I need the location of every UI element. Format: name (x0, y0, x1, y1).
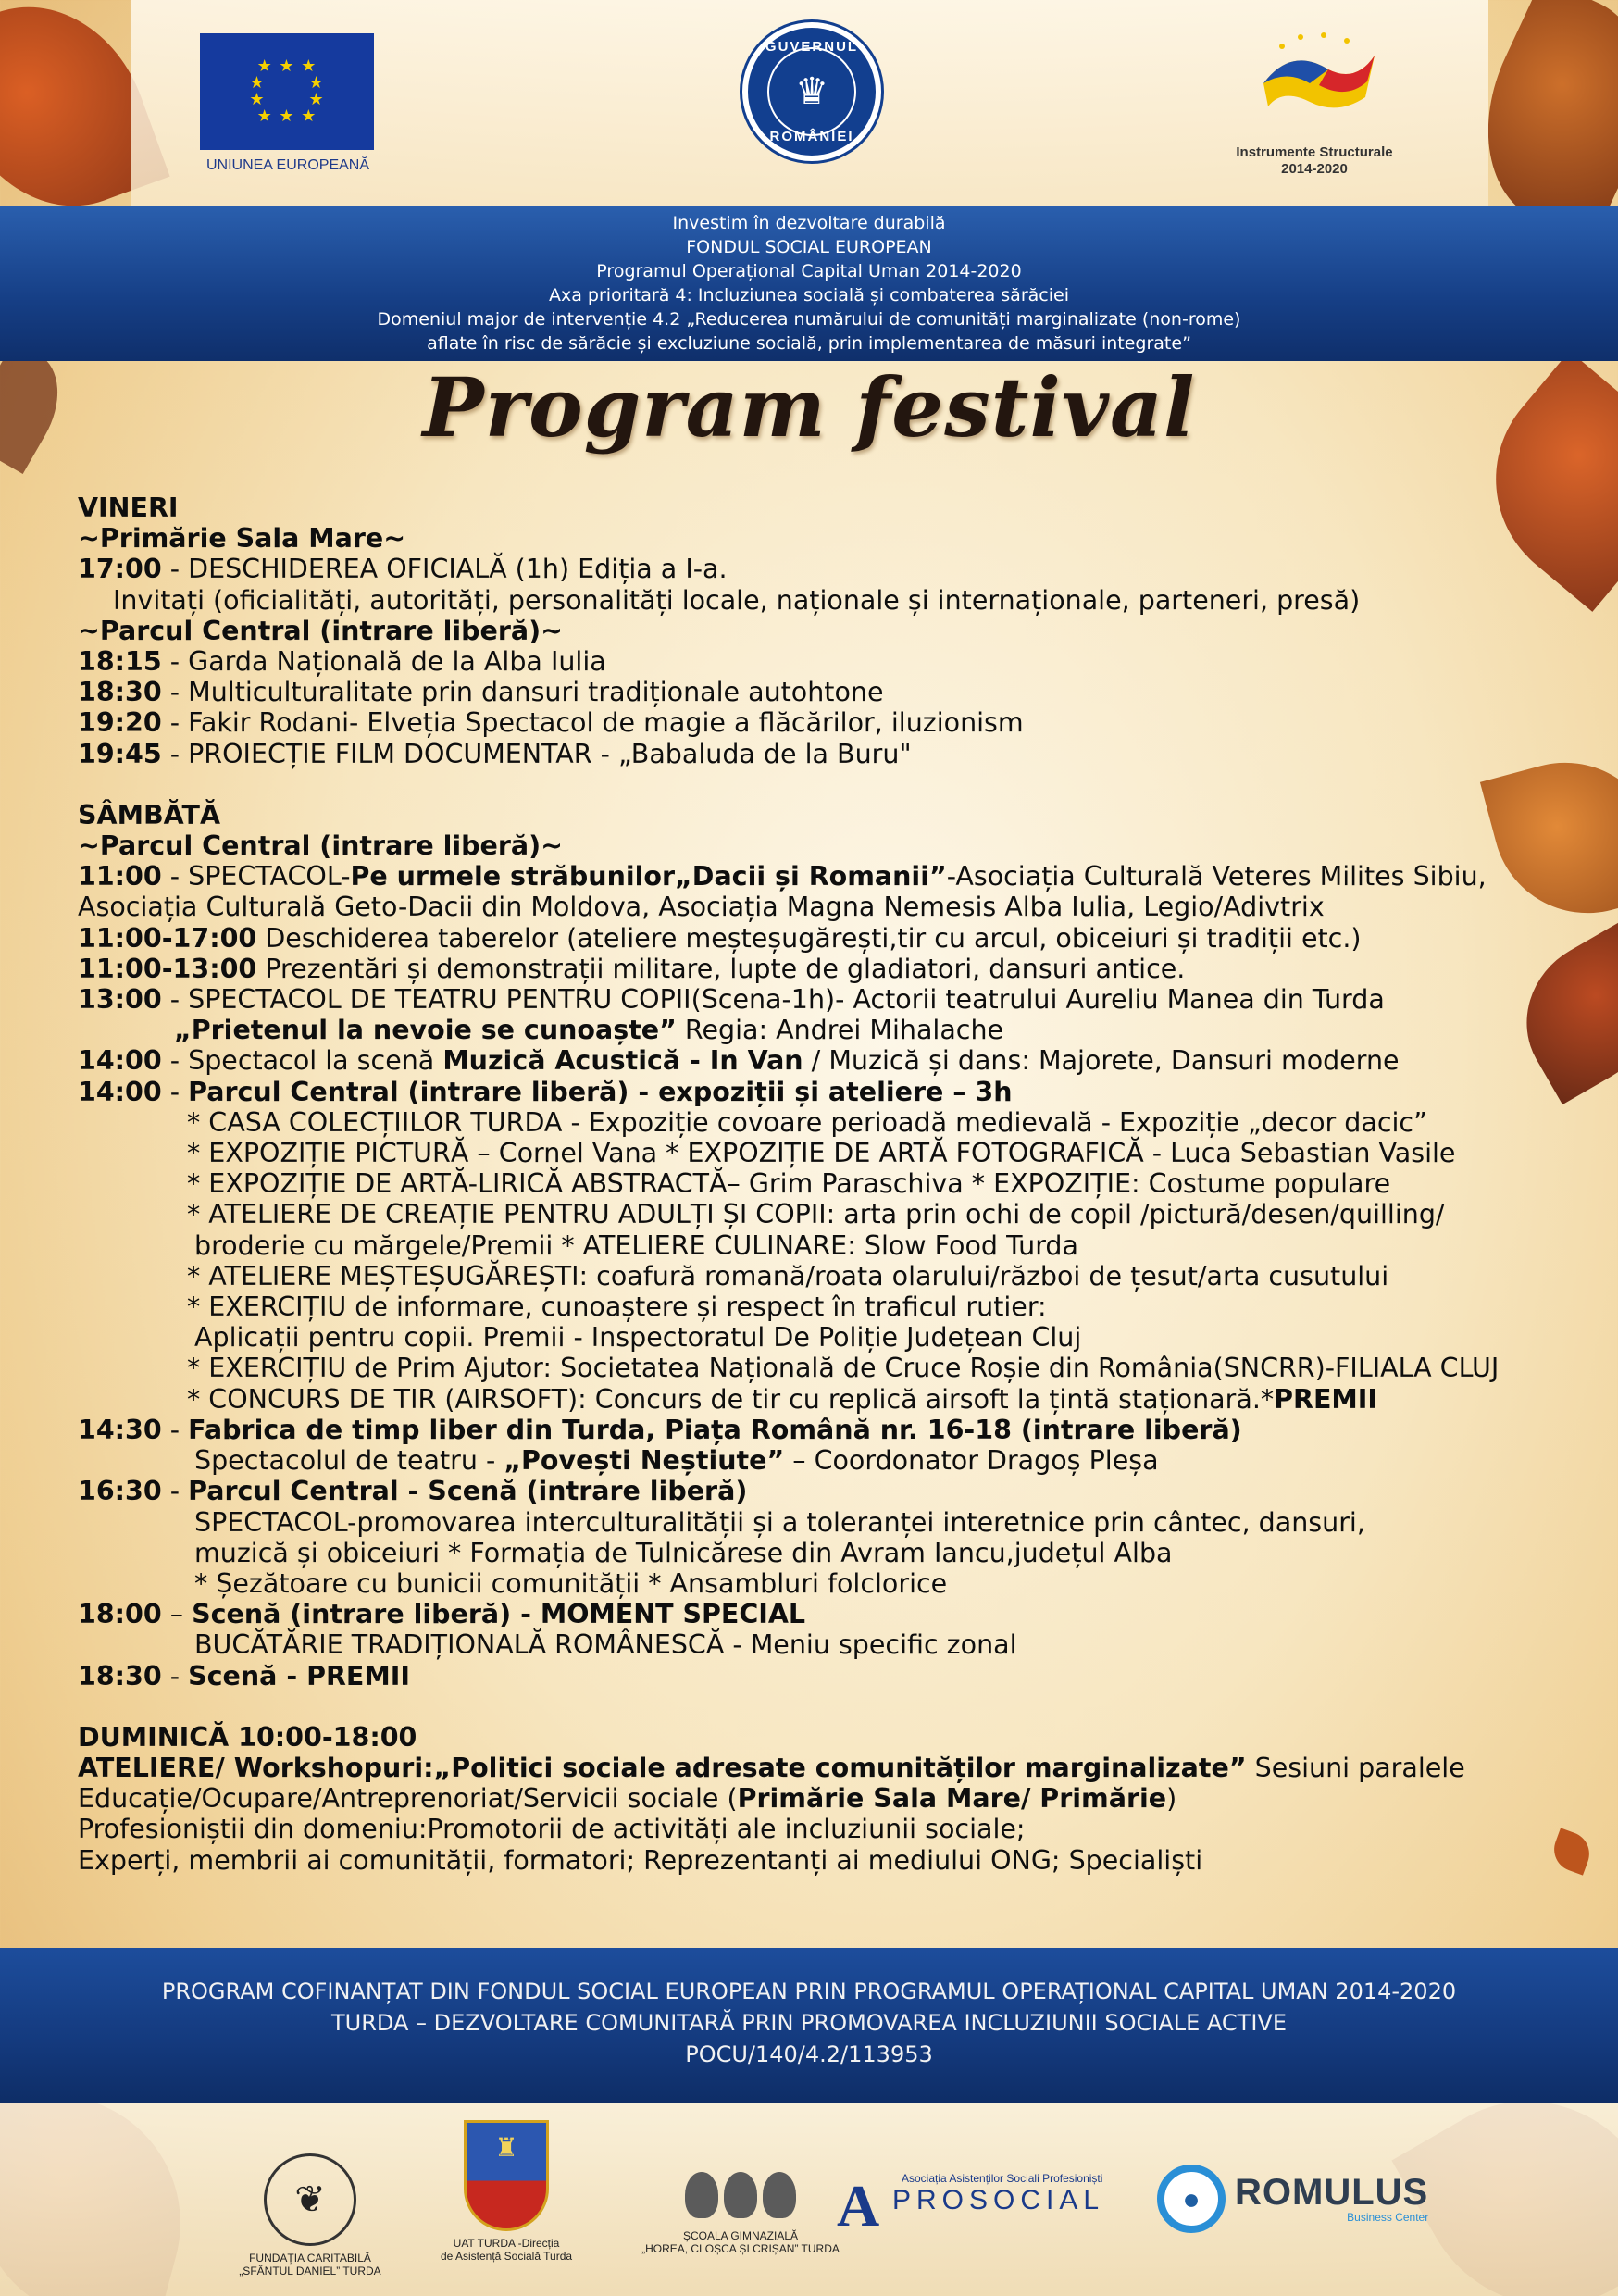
event-text: Deschiderea taberelor (ateliere meșteșugărești,tir cu arcul, obiceiuri și tradiții etc.) (256, 922, 1362, 954)
government-seal-icon (742, 22, 881, 161)
city-coat-of-arms-icon: ♜ (464, 2120, 549, 2231)
footer-line: POCU/140/4.2/113953 (685, 2041, 933, 2067)
event-text: / Muzică și dans: Majorete, Dansuri moderne (803, 1045, 1400, 1077)
event-title: Fabrica de timp liber din Turda, Piața Română nr. 16-18 (intrare liberă) (188, 1414, 1242, 1445)
event-title: „Povești Neștiute” (504, 1445, 785, 1477)
bullet-item: * EXPOZIȚIE PICTURĂ – Cornel Vana * EXPOZIȚIE DE ARTĂ FOTOGRAFICĂ - Luca Sebastian Vasile (187, 1138, 1456, 1169)
bullet-item-continuation: broderie cu mărgele/Premii * ATELIERE CULINARE: Slow Food Turda (194, 1229, 1078, 1261)
three-portraits-icon (639, 2172, 842, 2224)
festival-program (78, 493, 1596, 1876)
bullet-item (78, 1384, 1596, 1415)
event-text: Spectacolul de teatru - (194, 1445, 504, 1477)
event-title: Primărie Sala Mare/ Primărie (737, 1783, 1167, 1815)
bullet-item-continuation: Aplicații pentru copii. Premii - Inspectoratul De Poliție Județean Cluj (194, 1322, 1082, 1354)
schedule-item (78, 646, 1596, 677)
time: 18:30 (78, 1660, 162, 1691)
gov-seal-top-text: GUVERNUL (765, 39, 859, 55)
bullet-item: * CASA COLECȚIILOR TURDA - Expoziție covoare perioadă medievală - Expoziție „decor dacic” (187, 1106, 1427, 1138)
schedule-item (78, 554, 1596, 584)
prosocial-a-icon: A (837, 2173, 880, 2239)
partner-name: PROSOCIAL (892, 2185, 1105, 2215)
partner-logo-romulus (1157, 2165, 1435, 2233)
event-text: ) (1166, 1783, 1177, 1815)
partner-logo-sfantul-daniel (231, 2153, 389, 2277)
partner-logo-scoala-gimnaziala (639, 2172, 842, 2255)
schedule-item-continuation: muzică și obiceiuri * Formația de Tulnicărese din Avram Iancu,județul Alba (194, 1537, 1173, 1568)
event-text: Educație/Ocupare/Antreprenoriat/Servicii sociale ( (78, 1783, 738, 1815)
event-text: Regia: Andrei Mihalache (676, 1015, 1004, 1046)
band-line: FONDUL SOCIAL EUROPEAN (686, 237, 932, 257)
band-line: Investim în dezvoltare durabilă (672, 213, 946, 233)
time: 19:20 (78, 707, 162, 739)
person-circle-icon: ● (1157, 2165, 1226, 2233)
event-text: - SPECTACOL- (161, 861, 351, 892)
time: 18:15 (78, 646, 162, 678)
portrait-icon (724, 2172, 757, 2218)
time: 11:00-13:00 (78, 953, 257, 984)
eagle-crest-icon: ♛ (767, 47, 856, 136)
is-label-line2: 2014-2020 (1281, 161, 1348, 177)
bullet-item: * EXERCIȚIU de informare, cunoaștere și respect în traficul rutier: (187, 1292, 1047, 1323)
event-title: Pe urmele străbunilor„Dacii și Romanii” (350, 861, 947, 892)
page-title: Program festival (422, 359, 1196, 455)
event-text: - (161, 1476, 189, 1507)
event-title: Scenă (intrare liberă) - MOMENT SPECIAL (192, 1599, 806, 1630)
spacer (78, 769, 1596, 800)
eu-flag-icon: ★ ★ ★ ★ ★ ★ ★ ★ ★ ★ (200, 33, 374, 150)
band-line: Domeniul major de intervenție 4.2 „Reducerea numărului de comunități marginalizate (non-rome) (377, 309, 1241, 330)
event-title: Parcul Central (intrare liberă) - expoziții și ateliere – 3h (188, 1076, 1013, 1107)
time: 17:00 (78, 554, 162, 585)
time: 13:00 (78, 984, 162, 1016)
schedule-item-continuation: Invitați (oficialități, autorități, personalități locale, naționale și internaționale, parteneri, presă) (113, 584, 1361, 616)
time: 14:30 (78, 1414, 162, 1445)
partner-caption: UAT TURDA -Direcția (453, 2237, 560, 2250)
schedule-item (78, 1415, 1596, 1445)
schedule-item-continuation: Profesioniștii din domeniu:Promotorii de activități ale incluziunii sociale; (78, 1814, 1026, 1845)
bullet-emphasis: PREMII (1274, 1383, 1377, 1415)
portrait-icon (685, 2172, 718, 2218)
bullet-item: * ATELIERE DE CREAȚIE PENTRU ADULȚI ȘI COPII: arta prin ochi de copil /pictură/desen/quilling/ (187, 1199, 1445, 1230)
bullet-item: * EXPOZIȚIE DE ARTĂ-LIRICĂ ABSTRACTĂ– Grim Paraschiva * EXPOZIȚIE: Costume populare (187, 1168, 1391, 1200)
event-text: - SPECTACOL DE TEATRU PENTRU COPII(Scena-1h)- Actorii teatrului Aureliu Manea din Turda (161, 984, 1385, 1016)
schedule-item (78, 1045, 1596, 1076)
event-text: - (161, 1076, 189, 1107)
funding-info-band (0, 206, 1618, 361)
event-text: – Coordonator Dragoș Pleșa (784, 1445, 1159, 1477)
partner-caption: de Asistență Socială Turda (440, 2250, 573, 2263)
cofinancing-footer-band (0, 1948, 1618, 2103)
band-line: Programul Operațional Capital Uman 2014-2020 (596, 261, 1022, 281)
eu-label: UNIUNEA EUROPEANĂ (205, 157, 370, 173)
footer-line: TURDA – DEZVOLTARE COMUNITARĂ PRIN PROMOVAREA INCLUZIUNII SOCIALE ACTIVE (330, 2010, 1287, 2036)
day-heading: SÂMBĂTĂ (78, 799, 221, 830)
event-title: „Prietenul la nevoie se cunoaște” (174, 1015, 677, 1046)
partner-logo-prosocial (837, 2172, 1133, 2239)
location-heading: ~Primărie Sala Mare~ (78, 523, 406, 555)
day-heading: VINERI (78, 493, 179, 523)
schedule-item-continuation (78, 1445, 1596, 1476)
bullet-item: * ATELIERE MEȘTEȘUGĂREȘTI: coafură romană/roata olarului/război de țesut/arta cusutului (187, 1260, 1389, 1292)
time: 18:30 (78, 677, 162, 708)
bullet-item: * EXERCIȚIU de Prim Ajutor: Societatea Națională de Cruce Roșie din România(SNCRR)-FILIALA CLUJ (187, 1353, 1500, 1384)
event-title: Muzică Acustică - In Van (442, 1045, 803, 1077)
day-heading: DUMINICĂ 10:00-18:00 (78, 1721, 417, 1753)
event-text: Prezentări și demonstrații militare, lupte de gladiatori, dansuri antice. (256, 953, 1186, 984)
event-text: - (161, 1414, 189, 1445)
schedule-item-continuation: BUCĂTĂRIE TRADIȚIONALĂ ROMÂNESCĂ - Meniu specific zonal (194, 1629, 1017, 1661)
partner-logo-uat-turda (428, 2120, 585, 2263)
event-text: - Fakir Rodani- Elveția Spectacol de magie a flăcărilor, iluzionism (161, 707, 1024, 739)
schedule-item (78, 1077, 1596, 1107)
event-text: - Multiculturalitate prin dansuri tradiționale autohtone (161, 677, 884, 708)
band-line: Axa prioritară 4: Incluziunea socială și combaterea sărăciei (549, 285, 1069, 306)
schedule-item (78, 707, 1596, 738)
structural-instruments-icon (1254, 28, 1384, 130)
hands-emblem-icon: ❦ (264, 2153, 356, 2246)
schedule-item-continuation: * Șezătoare cu bunicii comunității * Ansambluri folclorice (194, 1567, 948, 1599)
gov-seal-bottom-text: ROMÂNIEI (769, 129, 854, 144)
event-text: -Asociația Culturală Veteres Milites Sibiu, (946, 861, 1487, 892)
schedule-item (78, 677, 1596, 707)
event-text: - (161, 1660, 189, 1691)
location-heading: ~Parcul Central (intrare liberă)~ (78, 615, 564, 646)
schedule-item (78, 954, 1596, 984)
schedule-item-continuation (78, 1783, 1596, 1814)
event-text: - PROIECȚIE FILM DOCUMENTAR - „Babaluda de la Buru" (161, 738, 912, 769)
location-heading: ~Parcul Central (intrare liberă)~ (78, 830, 564, 862)
partner-caption: Asociația Asistenților Sociali Profesioniști (902, 2172, 1103, 2185)
partner-name: ROMULUS (1235, 2172, 1429, 2213)
event-title: Scenă - PREMII (188, 1660, 410, 1691)
bullet-text: * CONCURS DE TIR (AIRSOFT): Concurs de tir cu replică airsoft la țintă staționară.* (187, 1383, 1275, 1415)
partner-caption: „SFÂNTUL DANIEL” TURDA (239, 2265, 381, 2277)
schedule-item (78, 1753, 1596, 1783)
footer-line: PROGRAM COFINANȚAT DIN FONDUL SOCIAL EUROPEAN PRIN PROGRAMUL OPERAȚIONAL CAPITAL UMAN 2014-2020 (161, 1978, 1457, 2004)
schedule-item-continuation (78, 1015, 1596, 1045)
schedule-item-continuation: SPECTACOL-promovarea interculturalității și a toleranței interetnice prin cântec, dansuri, (194, 1506, 1365, 1538)
schedule-item-continuation: Asociația Culturală Geto-Dacii din Moldova, Asociația Magna Nemesis Alba Iulia, Legio/Adivtrix (78, 892, 1325, 923)
schedule-item (78, 984, 1596, 1015)
event-text: – (161, 1599, 193, 1630)
structural-instruments-label (1203, 144, 1425, 178)
schedule-item (78, 923, 1596, 954)
schedule-item (78, 739, 1596, 769)
schedule-item-continuation: Experți, membrii ai comunității, formatori; Reprezentanți ai mediului ONG; Specialiști (78, 1844, 1203, 1876)
time: 14:00 (78, 1076, 162, 1107)
event-text: Sesiuni paralele (1246, 1752, 1465, 1783)
event-text: - DESCHIDEREA OFICIALĂ (1h) Ediția a I-a. (161, 554, 728, 585)
is-label-line1: Instrumente Structurale (1236, 144, 1393, 160)
time: 11:00 (78, 861, 162, 892)
event-title: ATELIERE/ Workshopuri:„Politici sociale adresate comunităților marginalizate” (78, 1752, 1247, 1783)
time: 14:00 (78, 1045, 162, 1077)
partner-caption: „HOREA, CLOȘCA ȘI CRIȘAN” TURDA (641, 2242, 840, 2255)
time: 11:00-17:00 (78, 922, 257, 954)
schedule-item (78, 1661, 1596, 1691)
event-title: Parcul Central - Scenă (intrare liberă) (188, 1476, 748, 1507)
time: 18:00 (78, 1599, 162, 1630)
time: 19:45 (78, 738, 162, 769)
event-text: - Spectacol la scenă (161, 1045, 443, 1077)
spacer (78, 1691, 1596, 1722)
time: 16:30 (78, 1476, 162, 1507)
band-line: aflate în risc de sărăcie și excluziune socială, prin implementarea de măsuri integrate” (427, 333, 1191, 354)
event-text: - Garda Națională de la Alba Iulia (161, 646, 606, 678)
partner-caption: ȘCOALA GIMNAZIALĂ (682, 2229, 799, 2242)
portrait-icon (763, 2172, 796, 2218)
schedule-item (78, 1599, 1596, 1629)
partner-caption: FUNDAȚIA CARITABILĂ (249, 2252, 371, 2265)
schedule-item (78, 861, 1596, 892)
partner-caption: Business Center (1347, 2211, 1429, 2224)
schedule-item (78, 1476, 1596, 1506)
